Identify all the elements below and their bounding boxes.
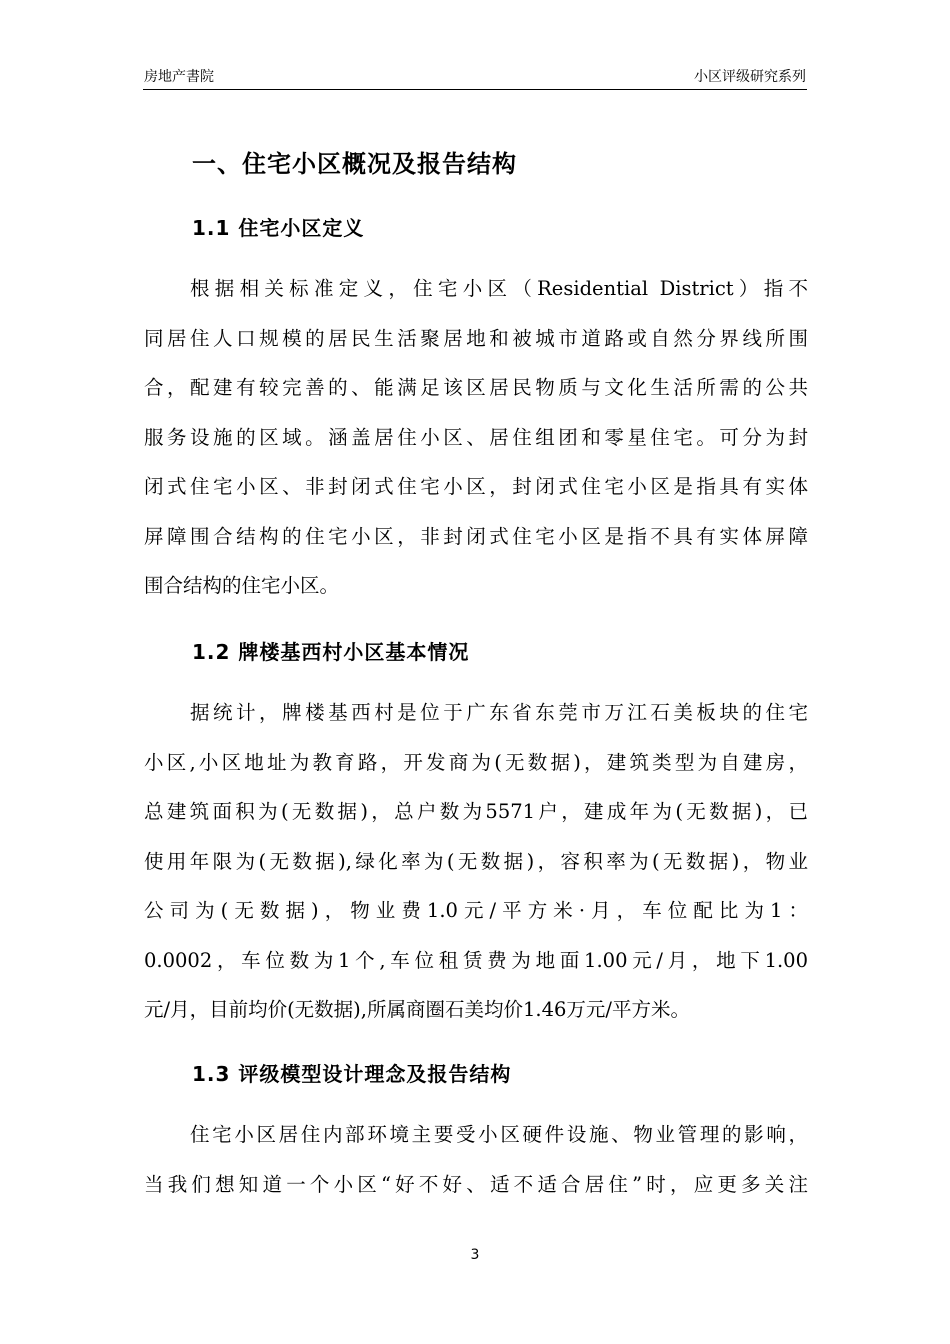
text-line: 元/月，目前均价(无数据),所属商圈石美均价1.46万元/平方米。: [144, 998, 690, 1021]
text-line: 使用年限为(无数据),绿化率为(无数据)，容积率为(无数据)，物业: [144, 849, 808, 873]
text-line: 0.0002，车位数为1个,车位租赁费为地面1.00元/月，地下1.00: [144, 948, 808, 972]
text-line: 围合结构的住宅小区。: [144, 574, 340, 597]
header-right-text: 小区评级研究系列: [694, 69, 806, 85]
text-line: 合，配建有较完善的、能满足该区居民物质与文化生活所需的公共: [144, 376, 808, 399]
heading-1-2: 1.2 牌楼基西村小区基本情况: [192, 640, 470, 664]
text-line: 闭式住宅小区、非封闭式住宅小区，封闭式住宅小区是指具有实体: [144, 475, 808, 498]
text-line: 当我们想知道一个小区“好不好、适不适合居住”时，应更多关注: [144, 1172, 808, 1196]
heading-1-1: 1.1 住宅小区定义: [192, 216, 365, 240]
text-line: 同居住人口规模的居民生活聚居地和被城市道路或自然分界线所围: [144, 326, 808, 350]
paragraph-1-2: [144, 688, 808, 1035]
header-left-text: 房地产書院: [144, 69, 214, 85]
page-number: 3: [470, 1247, 480, 1263]
text-line: 据统计，牌楼基西村是位于广东省东莞市万江石美板块的住宅: [190, 701, 808, 724]
text-line: 公司为(无数据)，物业费1.0元/平方米·月，车位配比为1：: [144, 899, 808, 922]
section-title: 一、住宅小区概况及报告结构: [192, 150, 517, 178]
heading-1-3: 1.3 评级模型设计理念及报告结构: [192, 1062, 512, 1086]
text-line: 总建筑面积为(无数据)，总户数为5571户，建成年为(无数据)，已: [144, 800, 808, 823]
text-line: 根据相关标准定义，住宅小区（Residential District）指不: [190, 277, 808, 300]
paragraph-1-1: [144, 264, 808, 611]
text-line: 小区,小区地址为教育路，开发商为(无数据)，建筑类型为自建房，: [144, 750, 808, 774]
text-line: 服务设施的区域。涵盖居住小区、居住组团和零星住宅。可分为封: [144, 425, 808, 449]
text-line: 住宅小区居住内部环境主要受小区硬件设施、物业管理的影响，: [190, 1123, 808, 1146]
paragraph-1-3: [144, 1110, 808, 1209]
header-rule: [143, 89, 807, 90]
text-line: 屏障围合结构的住宅小区，非封闭式住宅小区是指不具有实体屏障: [144, 524, 808, 548]
